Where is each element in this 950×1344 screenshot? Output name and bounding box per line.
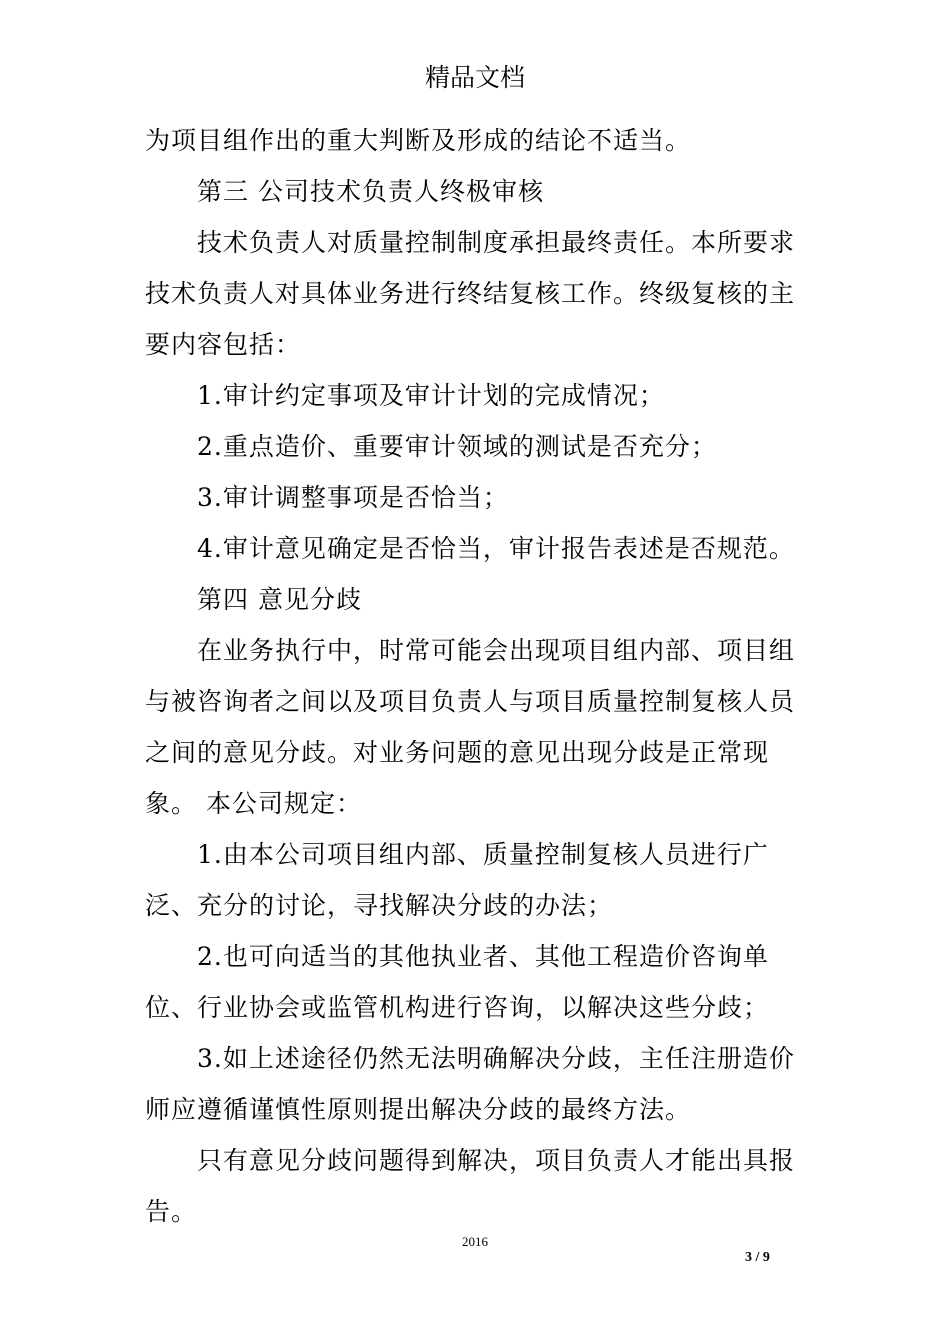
paragraph: 只有意见分歧问题得到解决，项目负责人才能出具报告。 bbox=[145, 1146, 796, 1226]
list-item: 3.如上述途径仍然无法明确解决分歧，主任注册造价师应遵循谨慎性原则提出解决分歧的最终方法。 bbox=[145, 1044, 795, 1124]
section-heading: 第三 公司技术负责人终极审核 bbox=[197, 177, 544, 206]
footer-year: 2016 bbox=[462, 1234, 488, 1249]
list-item: 1.审计约定事项及审计计划的完成情况； bbox=[197, 381, 665, 410]
list-item: 2.也可向适当的其他执业者、其他工程造价咨询单位、行业协会或监管机构进行咨询，以解决这些分歧； bbox=[145, 942, 770, 1022]
page-number: 3 / 9 bbox=[745, 1250, 770, 1265]
paragraph: 为项目组作出的重大判断及形成的结论不适当。 bbox=[145, 126, 692, 155]
paragraph: 技术负责人对质量控制制度承担最终责任。本所要求技术负责人对具体业务进行终结复核工作。终级复核的主要内容包括： bbox=[145, 228, 796, 359]
list-item: 3.审计调整事项是否恰当； bbox=[197, 483, 509, 512]
page-header: 精品文档 bbox=[424, 63, 525, 92]
list-item: 1.由本公司项目组内部、质量控制复核人员进行广泛、充分的讨论，寻找解决分歧的办法； bbox=[145, 840, 769, 920]
document-body bbox=[145, 115, 810, 1237]
list-item: 4.审计意见确定是否恰当，审计报告表述是否规范。 bbox=[197, 534, 795, 563]
section-heading: 第四 意见分歧 bbox=[197, 585, 362, 614]
list-item: 2.重点造价、重要审计领域的测试是否充分； bbox=[197, 432, 717, 461]
paragraph: 在业务执行中，时常可能会出现项目组内部、项目组与被咨询者之间以及项目负责人与项目质量控制复核人员之间的意见分歧。对业务问题的意见出现分歧是正常现象。 本公司规定： bbox=[145, 636, 796, 818]
